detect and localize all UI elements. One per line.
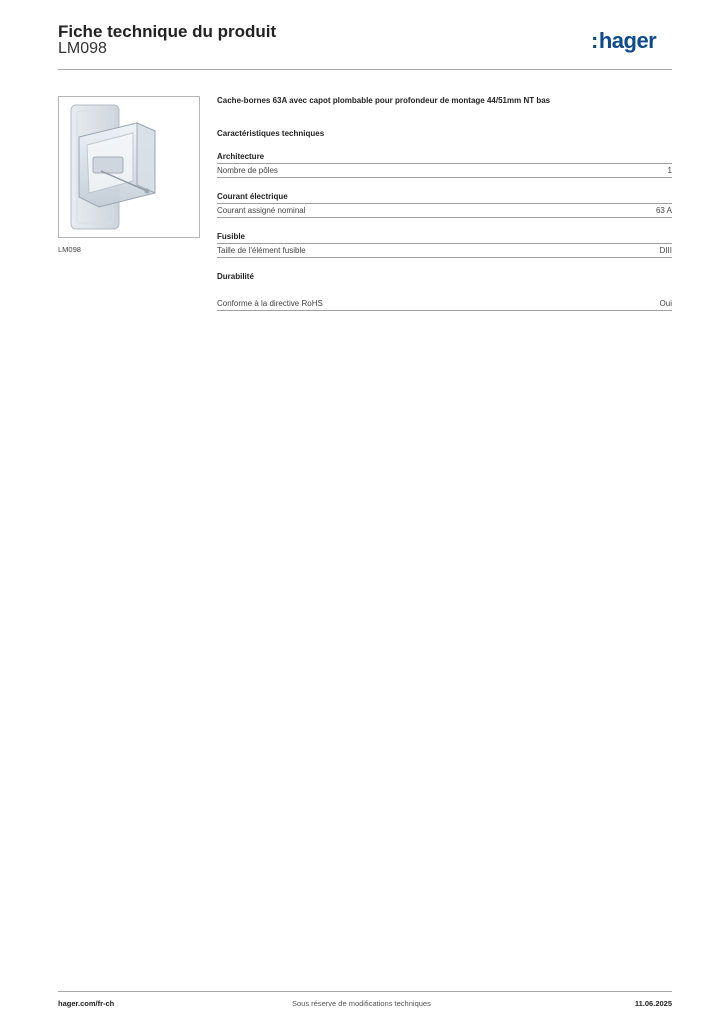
spec-label: Courant assigné nominal [217,206,306,215]
product-photo-icon [59,97,199,237]
group-title: Architecture [217,152,672,164]
header-divider [58,69,672,70]
footer-disclaimer: Sous réserve de modifications techniques [292,999,431,1008]
group-title: Courant électrique [217,192,672,204]
logo-word: hager [598,28,657,53]
spec-group-courant [217,192,672,218]
spec-panel [217,96,672,311]
spec-row [217,164,672,178]
spec-row [217,204,672,218]
spec-row [217,244,672,258]
group-title: Durabilité [217,272,254,281]
product-code: LM098 [58,40,107,57]
logo-colon: : [591,28,598,53]
spec-label: Nombre de pôles [217,166,278,175]
footer-divider [58,991,672,992]
group-title: Fusible [217,232,672,244]
spec-label: Taille de l'élément fusible [217,246,306,255]
spec-group-architecture [217,152,672,178]
spec-row [217,297,672,311]
footer-date: 11.06.2025 [634,999,672,1008]
spec-group-fusible [217,232,672,258]
hager-logo[interactable] [591,28,656,54]
spec-label: Conforme à la directive RoHS [217,299,323,308]
spec-value: Oui [659,299,672,308]
spec-value: DIII [659,246,672,255]
section-heading: Caractéristiques techniques [217,129,325,138]
spec-value: 1 [667,166,672,175]
product-description: Cache-bornes 63A avec capot plombable pour profondeur de montage 44/51mm NT bas [217,96,551,105]
image-caption: LM098 [58,245,81,254]
spec-group-durabilite [217,272,672,311]
page-title: Fiche technique du produit [58,22,277,41]
spec-value: 63 A [655,206,672,215]
footer-website-link[interactable]: hager.com/fr-ch [58,999,115,1008]
product-image-frame [58,96,200,238]
